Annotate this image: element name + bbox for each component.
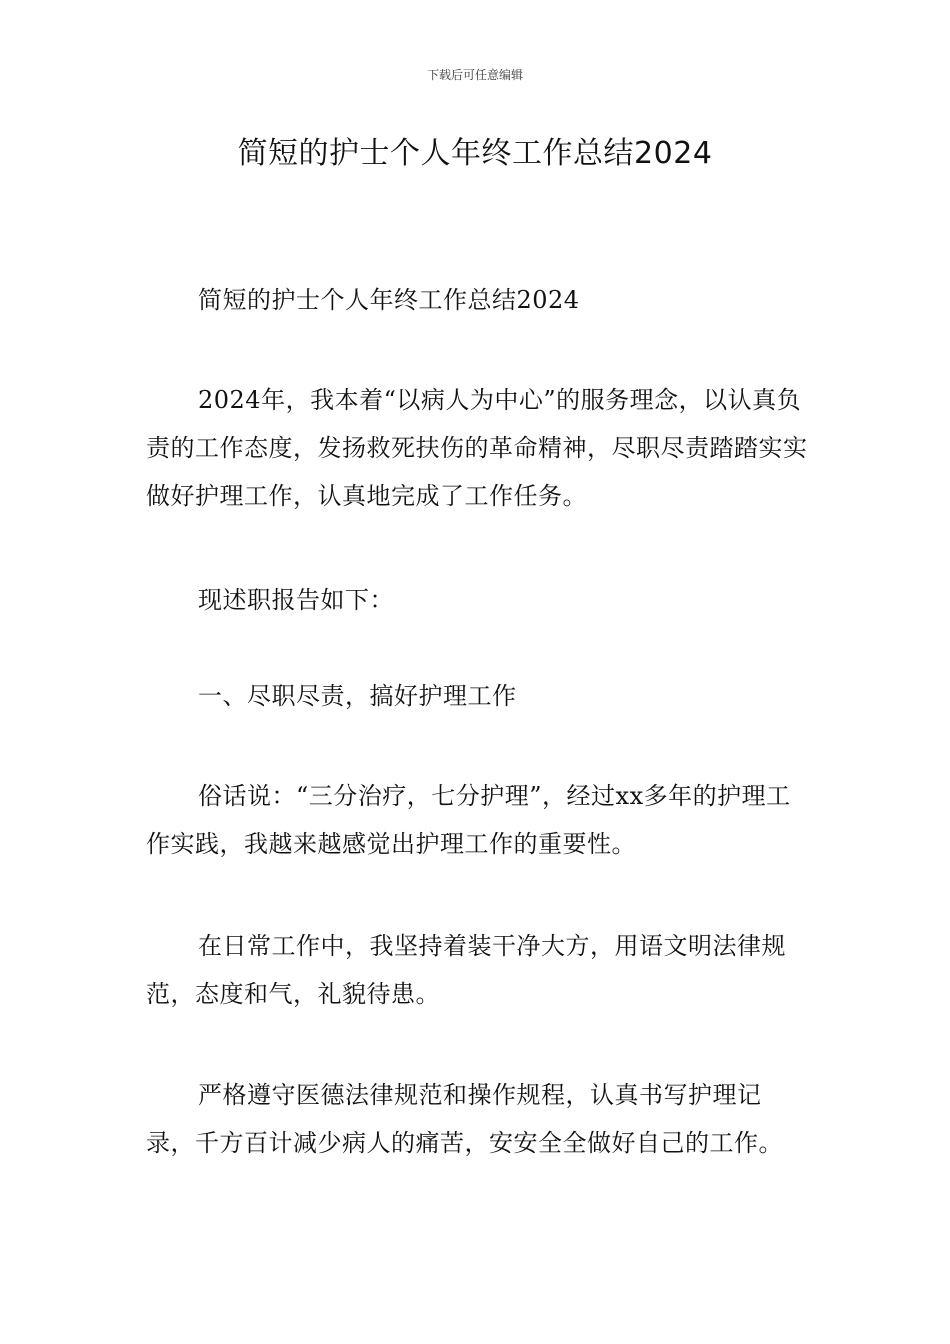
paragraph-subtitle: 简短的护士个人年终工作总结2024 xyxy=(198,286,580,314)
paragraph-saying: 俗话说：“三分治疗，七分护理”，经过xx多年的护理工作实践，我越来越感觉出护理工作的重要性。 xyxy=(146,782,791,858)
section-heading-1: 一、尽职尽责，搞好护理工作 xyxy=(198,682,517,710)
paragraph-regulations: 严格遵守医德法律规范和操作规程，认真书写护理记录，千方百计减少病人的痛苦，安安全全做好自己的工作。 xyxy=(146,1081,783,1157)
paragraph-intro: 2024年，我本着“以病人为中心”的服务理念，以认真负责的工作态度，发扬救死扶伤的革命精神，尽职尽责踏踏实实做好护理工作，认真地完成了工作任务。 xyxy=(146,386,808,510)
paragraph-daily-work: 在日常工作中，我坚持着装干净大方，用语文明法律规范，态度和气，礼貌待患。 xyxy=(146,932,786,1008)
header-note: 下载后可任意编辑 xyxy=(426,68,523,82)
paragraph-report-lead: 现述职报告如下： xyxy=(198,586,394,614)
document-title: 简短的护士个人年终工作总结2024 xyxy=(237,136,713,171)
